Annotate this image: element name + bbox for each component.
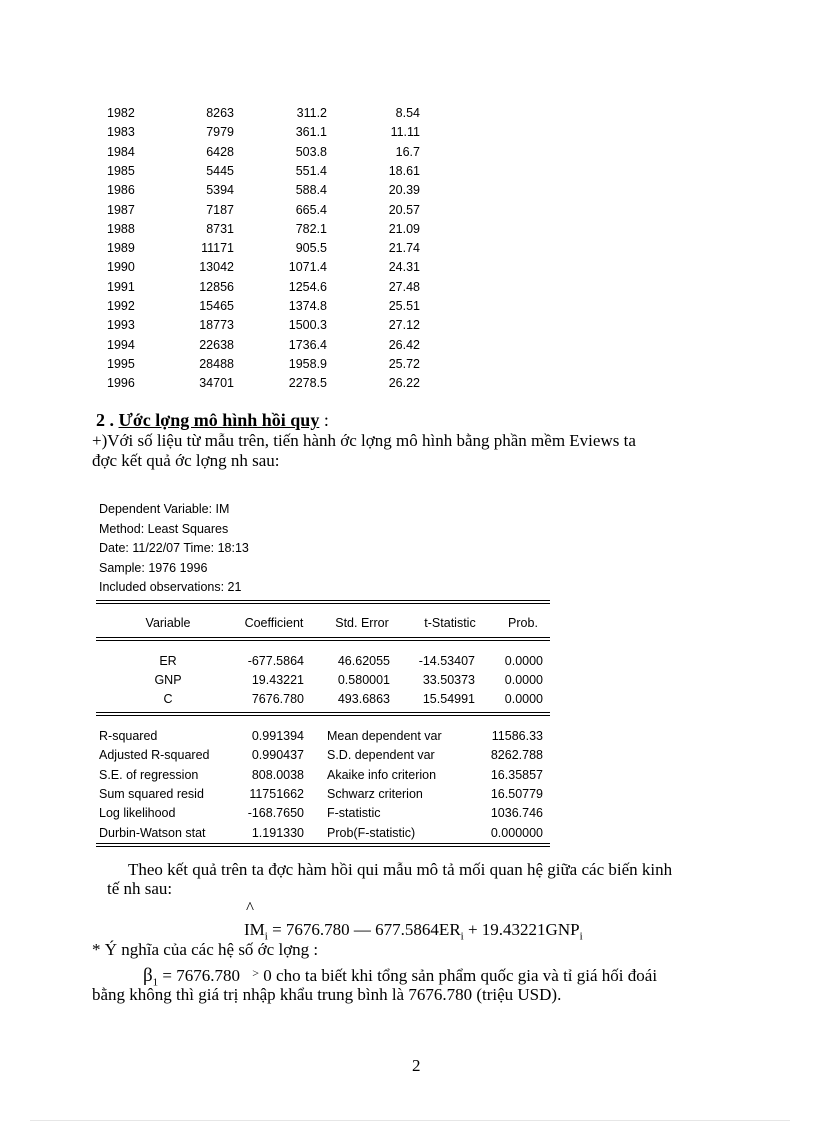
- stat-label-left: S.E. of regression: [99, 768, 199, 782]
- im-cell: 13042: [199, 260, 234, 274]
- stat-value-left: 0.991394: [251, 729, 304, 743]
- meta-line: Dependent Variable: IM: [99, 502, 230, 516]
- column-header: Coefficient: [244, 616, 304, 630]
- stat-value-left: 808.0038: [251, 768, 304, 782]
- stat-label-right: Schwarz criterion: [327, 787, 423, 801]
- coef-value: 19.43221: [251, 673, 304, 687]
- im-cell: 34701: [199, 376, 234, 390]
- coef-stderr: 46.62055: [337, 654, 390, 668]
- intro-line-1: +)Với số liệu từ mẫu trên, tiến hành ớc lợng mô hình bằng phần mềm Eviews ta: [92, 431, 636, 450]
- stat-label-left: Durbin-Watson stat: [99, 826, 206, 840]
- column-header: t-Statistic: [424, 616, 476, 630]
- coef-variable: C: [163, 692, 173, 706]
- table-rule-top: [96, 600, 550, 604]
- coef-prob: 0.0000: [504, 692, 543, 706]
- coef-stderr: 493.6863: [337, 692, 390, 706]
- stat-value-right: 11586.33: [491, 729, 543, 743]
- stat-value-right: 16.50779: [490, 787, 543, 801]
- stat-label-left: R-squared: [99, 729, 158, 743]
- data-row: [0, 241, 816, 259]
- year-cell: 1984: [107, 145, 135, 159]
- section-colon: :: [323, 410, 329, 430]
- year-cell: 1982: [107, 106, 135, 120]
- page-number: 2: [412, 1056, 421, 1075]
- beta-sub: 1: [152, 976, 159, 989]
- data-row: [0, 222, 816, 240]
- year-cell: 1993: [107, 318, 135, 332]
- eq-lhs: IM: [244, 920, 265, 939]
- er-cell: 27.48: [388, 280, 420, 294]
- data-row: [0, 164, 816, 182]
- stat-label-right: Mean dependent var: [327, 729, 442, 743]
- column-header: Std. Error: [335, 616, 389, 630]
- eq-sub-3: i: [579, 930, 583, 943]
- meta-line: Sample: 1976 1996: [99, 561, 208, 575]
- stats-row: [0, 826, 816, 844]
- coef-variable: ER: [159, 654, 177, 668]
- coef-value: -677.5864: [247, 654, 304, 668]
- er-cell: 20.39: [388, 183, 420, 197]
- data-row: [0, 338, 816, 356]
- er-cell: 8.54: [395, 106, 420, 120]
- table-rule-bottom: [96, 843, 550, 847]
- year-cell: 1994: [107, 338, 135, 352]
- beta-text: 0 cho ta biết khi tổng sản phẩm quốc gia và tỉ giá hối đoái: [263, 966, 658, 985]
- result-line-1: Theo kết quả trên ta đợc hàm hồi qui mẫu mô tả mối quan hệ giữa các biến kinh: [128, 860, 673, 879]
- er-cell: 21.09: [388, 222, 420, 236]
- year-cell: 1990: [107, 260, 135, 274]
- im-cell: 6428: [206, 145, 234, 159]
- column-header: Prob.: [508, 616, 538, 630]
- meta-line: Included observations: 21: [99, 580, 242, 594]
- meta-line: Date: 11/22/07 Time: 18:13: [99, 541, 249, 555]
- stat-value-left: 11751662: [249, 787, 304, 801]
- year-cell: 1987: [107, 203, 135, 217]
- intro-line-2: đợc kết quả ớc lợng nh sau:: [92, 451, 280, 470]
- year-cell: 1996: [107, 376, 135, 390]
- er-cell: 16.7: [395, 145, 420, 159]
- data-row: [0, 106, 816, 124]
- er-cell: 25.51: [388, 299, 420, 313]
- beta-eq: = 7676.780: [158, 966, 241, 985]
- coef-row: [0, 673, 816, 691]
- table-rule-middle: [96, 712, 550, 716]
- coef-row: [0, 654, 816, 672]
- data-row: [0, 183, 816, 201]
- footer-divider: [30, 1120, 790, 1121]
- gnp-cell: 588.4: [295, 183, 327, 197]
- stat-label-left: Sum squared resid: [99, 787, 204, 801]
- data-row: [0, 357, 816, 375]
- im-cell: 8731: [206, 222, 234, 236]
- gnp-cell: 1500.3: [288, 318, 327, 332]
- stat-value-right: 8262.788: [490, 748, 543, 762]
- er-cell: 26.22: [388, 376, 420, 390]
- stat-value-left: 1.191330: [251, 826, 304, 840]
- section-number: 2 .: [96, 410, 114, 430]
- er-cell: 20.57: [388, 203, 420, 217]
- er-cell: 18.61: [388, 164, 420, 178]
- im-cell: 15465: [199, 299, 234, 313]
- stat-value-right: 1036.746: [490, 806, 543, 820]
- year-cell: 1992: [107, 299, 135, 313]
- last-line: bằng không thì giá trị nhập khẩu trung bình là 7676.780 (triệu USD).: [92, 985, 562, 1004]
- stat-label-right: F-statistic: [327, 806, 381, 820]
- im-cell: 22638: [199, 338, 234, 352]
- beta-symbol: β: [143, 965, 153, 986]
- coef-row: [0, 692, 816, 710]
- im-cell: 7187: [206, 203, 234, 217]
- im-cell: 18773: [199, 318, 234, 332]
- im-cell: 5394: [206, 183, 234, 197]
- gnp-cell: 311.2: [296, 106, 327, 120]
- stat-label-left: Adjusted R-squared: [99, 748, 210, 762]
- stat-label-left: Log likelihood: [99, 806, 176, 820]
- gnp-cell: 503.8: [295, 145, 327, 159]
- stats-row: [0, 768, 816, 786]
- year-cell: 1985: [107, 164, 135, 178]
- data-row: [0, 318, 816, 336]
- stat-label-right: S.D. dependent var: [327, 748, 435, 762]
- er-cell: 25.72: [388, 357, 420, 371]
- year-cell: 1995: [107, 357, 135, 371]
- data-row: [0, 376, 816, 394]
- gnp-cell: 1071.4: [288, 260, 327, 274]
- eq-sub-2: i: [460, 930, 464, 943]
- gnp-cell: 1736.4: [288, 338, 327, 352]
- stat-label-right: Prob(F-statistic): [327, 826, 416, 840]
- eq-mid2: + 19.43221GNP: [463, 920, 580, 939]
- meaning-title: * Ý nghĩa của các hệ số ớc lợng :: [92, 940, 319, 959]
- column-header: Variable: [145, 616, 191, 630]
- coef-prob: 0.0000: [504, 673, 543, 687]
- stats-row: [0, 729, 816, 747]
- eq-sub-1: i: [264, 930, 268, 943]
- coef-stderr: 0.580001: [337, 673, 390, 687]
- gnp-cell: 361.1: [295, 125, 327, 139]
- meta-line: Method: Least Squares: [99, 522, 229, 536]
- data-row: [0, 260, 816, 278]
- hat-symbol: ^: [246, 898, 254, 917]
- data-row: [0, 203, 816, 221]
- er-cell: 24.31: [388, 260, 420, 274]
- coef-tstat: 15.54991: [422, 692, 475, 706]
- year-cell: 1986: [107, 183, 135, 197]
- data-row: [0, 299, 816, 317]
- result-line-2: tế nh sau:: [107, 879, 173, 898]
- coef-prob: 0.0000: [504, 654, 543, 668]
- er-cell: 21.74: [388, 241, 420, 255]
- data-row: [0, 125, 816, 143]
- gnp-cell: 782.1: [295, 222, 327, 236]
- im-cell: 11171: [201, 241, 234, 255]
- gnp-cell: 551.4: [295, 164, 327, 178]
- gnp-cell: 1254.6: [288, 280, 327, 294]
- stat-value-right: 16.35857: [490, 768, 543, 782]
- table-rule-header: [96, 637, 550, 641]
- im-cell: 28488: [199, 357, 234, 371]
- year-cell: 1991: [107, 280, 135, 294]
- coef-tstat: -14.53407: [418, 654, 475, 668]
- stat-value-left: 0.990437: [251, 748, 304, 762]
- gnp-cell: 2278.5: [288, 376, 327, 390]
- stats-row: [0, 787, 816, 805]
- stat-value-right: 0.000000: [490, 826, 543, 840]
- stat-label-right: Akaike info criterion: [327, 768, 437, 782]
- gnp-cell: 665.4: [295, 203, 327, 217]
- eq-mid: = 7676.780 ― 677.5864ER: [267, 920, 461, 939]
- year-cell: 1983: [107, 125, 135, 139]
- year-cell: 1988: [107, 222, 135, 236]
- data-row: [0, 280, 816, 298]
- er-cell: 11.11: [390, 125, 420, 139]
- coef-tstat: 33.50373: [422, 673, 475, 687]
- year-cell: 1989: [107, 241, 135, 255]
- im-cell: 7979: [206, 125, 234, 139]
- stats-row: [0, 806, 816, 824]
- data-row: [0, 145, 816, 163]
- beta-gt: >: [252, 966, 260, 980]
- coef-value: 7676.780: [251, 692, 304, 706]
- er-cell: 26.42: [388, 338, 420, 352]
- im-cell: 12856: [199, 280, 234, 294]
- gnp-cell: 1374.8: [288, 299, 327, 313]
- stats-row: [0, 748, 816, 766]
- gnp-cell: 905.5: [295, 241, 327, 255]
- coef-variable: GNP: [154, 673, 182, 687]
- er-cell: 27.12: [388, 318, 420, 332]
- stat-value-left: -168.7650: [247, 806, 304, 820]
- section-title: Ước lợng mô hình hồi quy: [118, 410, 320, 430]
- gnp-cell: 1958.9: [288, 357, 327, 371]
- im-cell: 5445: [206, 164, 234, 178]
- section-heading: [96, 410, 329, 431]
- im-cell: 8263: [206, 106, 234, 120]
